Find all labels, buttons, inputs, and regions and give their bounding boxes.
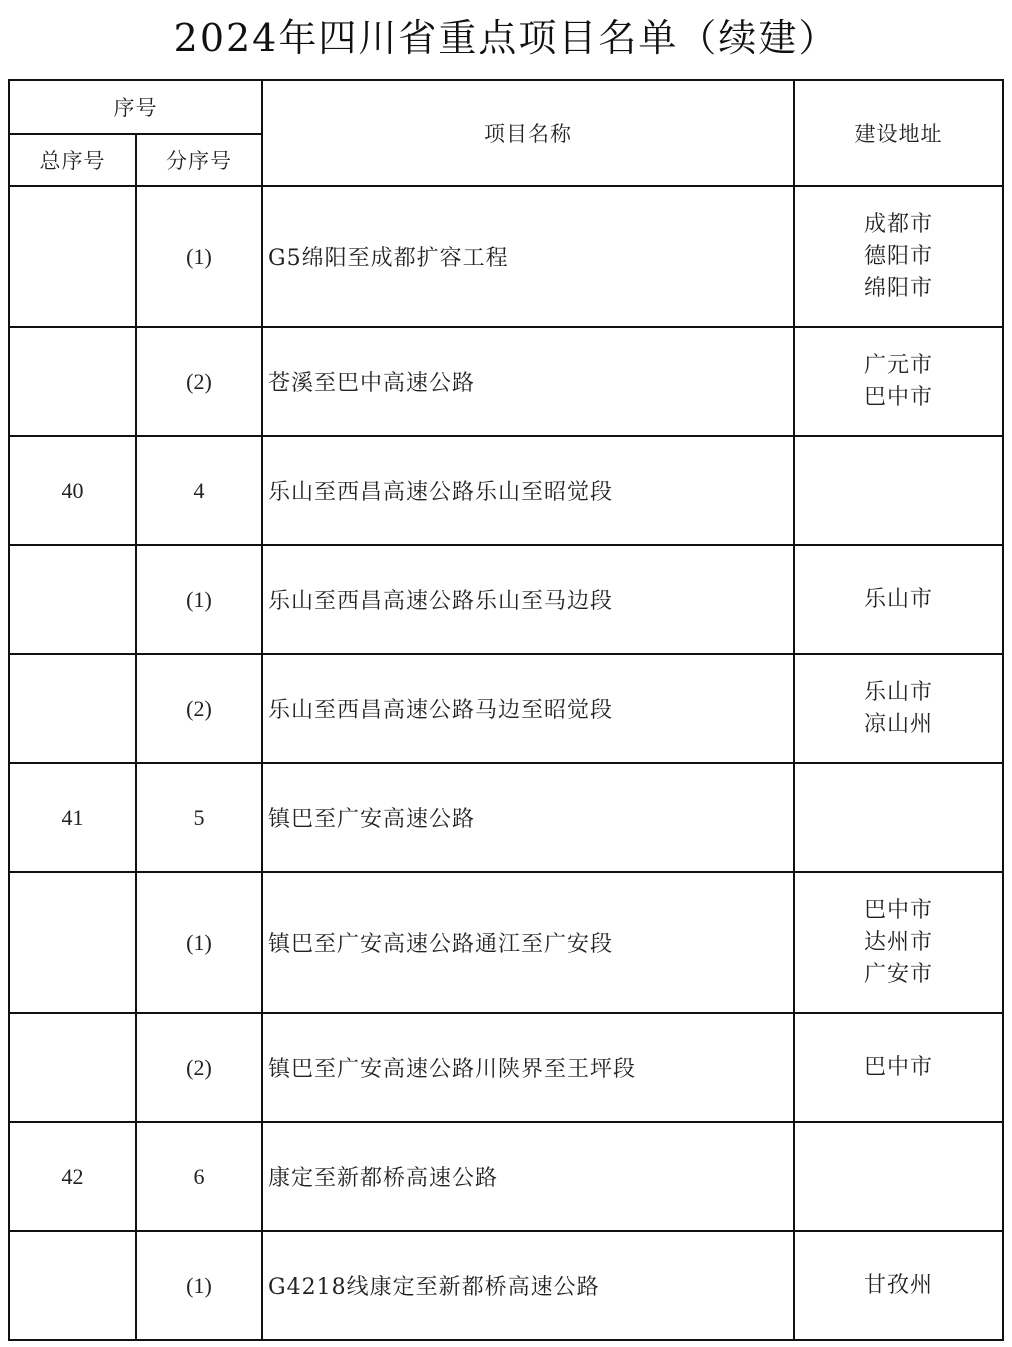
sub-seq-cell: 6: [136, 1122, 262, 1231]
total-seq-cell: [9, 1231, 136, 1340]
location-cell: [794, 872, 1003, 1013]
table-row: [9, 872, 1003, 1013]
project-name-cell: 镇巴至广安高速公路通江至广安段: [262, 872, 794, 1013]
sub-seq-cell: (2): [136, 1013, 262, 1122]
total-seq-cell: [9, 872, 136, 1013]
table-row: [9, 1231, 1003, 1340]
table-row: [9, 327, 1003, 436]
total-seq-cell: [9, 654, 136, 763]
location-line: 绵阳市: [863, 275, 933, 301]
location-line: 乐山市: [863, 679, 933, 705]
location-cell: [794, 654, 1003, 763]
location-cell: [794, 436, 1003, 545]
location-cell: [794, 327, 1003, 436]
sub-seq-cell: (1): [136, 186, 262, 327]
location-line: 甘孜州: [863, 1272, 933, 1298]
location-line: 达州市: [863, 929, 933, 955]
project-name-cell: 镇巴至广安高速公路川陕界至王坪段: [262, 1013, 794, 1122]
sub-seq-cell: 5: [136, 763, 262, 872]
location-line: 成都市: [863, 211, 933, 237]
location-line: 广元市: [863, 352, 933, 378]
location-line: 乐山市: [863, 586, 933, 612]
header-sub-seq: 分序号: [136, 134, 262, 186]
location-line: 广安市: [863, 961, 933, 987]
header-location: 建设地址: [794, 80, 1003, 186]
table-row: [9, 1013, 1003, 1122]
project-name-cell: G5绵阳至成都扩容工程: [262, 186, 794, 327]
table-row: [9, 763, 1003, 872]
sub-seq-cell: (1): [136, 545, 262, 654]
header-project-name: 项目名称: [262, 80, 794, 186]
header-seq-group: 序号: [9, 80, 262, 134]
table-row: [9, 186, 1003, 327]
total-seq-cell: 42: [9, 1122, 136, 1231]
sub-seq-cell: (2): [136, 327, 262, 436]
location-cell: [794, 186, 1003, 327]
total-seq-cell: [9, 186, 136, 327]
project-name-cell: 镇巴至广安高速公路: [262, 763, 794, 872]
total-seq-cell: [9, 1013, 136, 1122]
table-row: [9, 436, 1003, 545]
total-seq-cell: 41: [9, 763, 136, 872]
location-cell: [794, 763, 1003, 872]
sub-seq-cell: 4: [136, 436, 262, 545]
location-cell: [794, 1122, 1003, 1231]
location-line: 巴中市: [863, 1054, 933, 1080]
location-line: 巴中市: [863, 384, 933, 410]
page-title: 2024年四川省重点项目名单（续建）: [173, 16, 839, 60]
project-name-cell: 苍溪至巴中高速公路: [262, 327, 794, 436]
sub-seq-cell: (1): [136, 872, 262, 1013]
project-name-cell: 乐山至西昌高速公路乐山至马边段: [262, 545, 794, 654]
table-row: [9, 545, 1003, 654]
header-total-seq: 总序号: [9, 134, 136, 186]
total-seq-cell: [9, 545, 136, 654]
sub-seq-cell: (2): [136, 654, 262, 763]
total-seq-cell: [9, 327, 136, 436]
project-name-cell: 乐山至西昌高速公路乐山至昭觉段: [262, 436, 794, 545]
location-line: 德阳市: [863, 243, 933, 269]
location-line: 巴中市: [863, 897, 933, 923]
table-row: [9, 1122, 1003, 1231]
project-name-cell: G4218线康定至新都桥高速公路: [262, 1231, 794, 1340]
header-row-1: [9, 80, 1003, 134]
project-name-cell: 康定至新都桥高速公路: [262, 1122, 794, 1231]
location-cell: [794, 1013, 1003, 1122]
project-name-cell: 乐山至西昌高速公路马边至昭觉段: [262, 654, 794, 763]
location-cell: [794, 1231, 1003, 1340]
sub-seq-cell: (1): [136, 1231, 262, 1340]
location-line: 凉山州: [863, 711, 933, 737]
table-row: [9, 654, 1003, 763]
location-cell: [794, 545, 1003, 654]
total-seq-cell: 40: [9, 436, 136, 545]
project-table: [8, 79, 1004, 1341]
